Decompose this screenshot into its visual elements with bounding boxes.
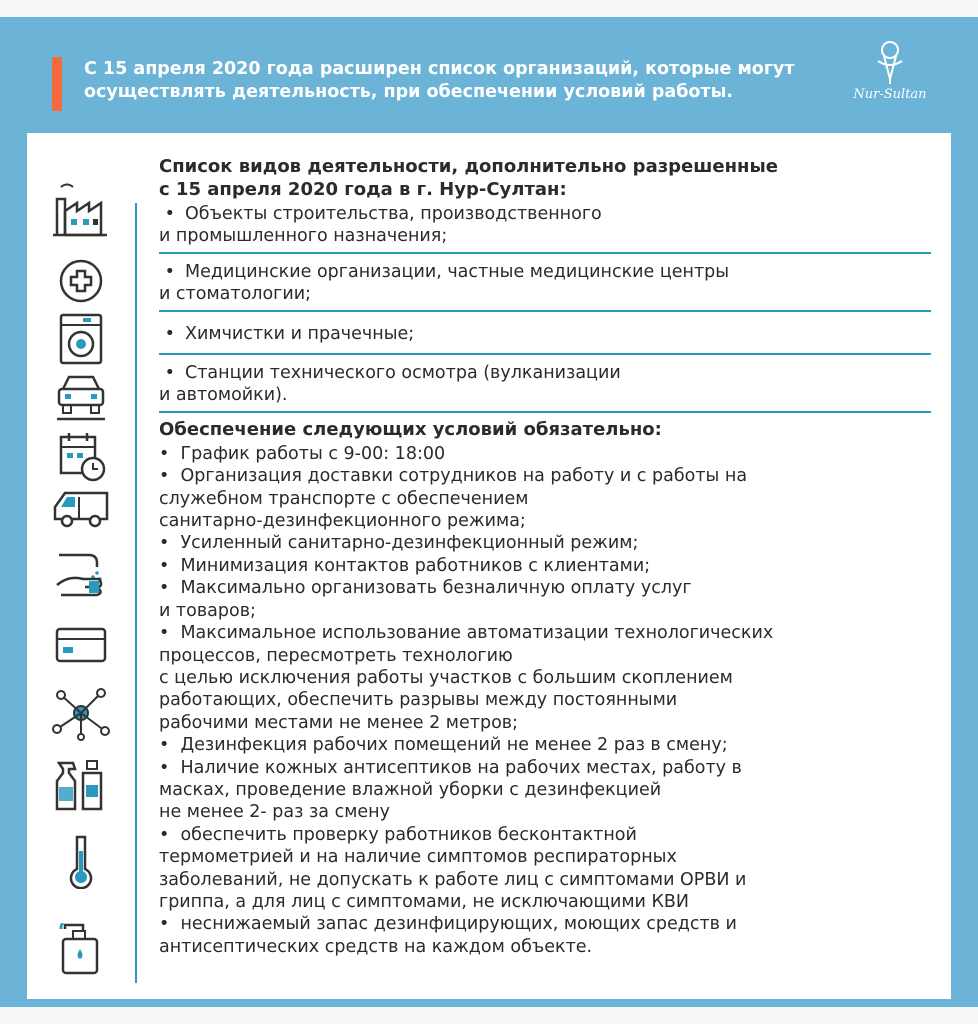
- activity-item: • Химчистки и прачечные;: [159, 323, 415, 344]
- medical-cross-icon: [49, 253, 113, 309]
- activity-item-line-1: Объекты строительства, производственного: [185, 204, 602, 224]
- condition-line: • Минимизация контактов работников с клиентами;: [159, 555, 651, 576]
- activity-item-line-1: Химчистки и прачечные;: [185, 323, 415, 344]
- icon-column: [27, 133, 135, 999]
- condition-line: термометрией и на наличие симптомов респираторных: [159, 847, 677, 868]
- logo-text: Nur-Sultan: [853, 87, 927, 102]
- header: [0, 17, 978, 127]
- condition-line: процессов, пересмотреть технологию: [159, 645, 513, 666]
- content: [159, 155, 939, 958]
- van-icon: [49, 479, 113, 535]
- activity-item-line-2: и автомойки).: [159, 385, 288, 406]
- header-line-2: осуществлять деятельность, при обеспечении условий работы.: [84, 82, 734, 102]
- activities-heading-line-2: с 15 апреля 2020 года в г. Нур-Султан:: [159, 179, 567, 200]
- network-icon: [49, 685, 113, 741]
- thermometer-icon: [49, 833, 113, 889]
- activity-item-line-1: Станции технического осмотра (вулканизации: [185, 363, 621, 384]
- poster: [0, 17, 978, 1007]
- condition-line: • Максимально организовать безналичную оплату услуг: [159, 578, 692, 599]
- accent-bar: [52, 57, 62, 111]
- condition-line: масках, проведение влажной уборки с дезинфекцией: [159, 779, 662, 800]
- condition-line: и товаров;: [159, 600, 256, 621]
- vertical-divider: [135, 203, 137, 983]
- condition-line: санитарно-дезинфекционного режима;: [159, 511, 526, 532]
- condition-line: • неснижаемый запас дезинфицирующих, моющих средств и: [159, 914, 737, 935]
- condition-line: заболеваний, не допускать к работе лиц с симптомами ОРВИ и: [159, 869, 747, 890]
- condition-line: работающих, обеспечить разрывы между постоянными: [159, 690, 678, 711]
- baiterek-icon: [870, 39, 910, 85]
- credit-card-icon: [49, 617, 113, 673]
- soap-dispenser-icon: [49, 919, 113, 975]
- conditions-list: [159, 443, 939, 958]
- activity-item: • Объекты строительства, производственного и промышленного назначения;: [159, 201, 939, 252]
- condition-line: • Усиленный санитарно-дезинфекционный режим;: [159, 533, 639, 554]
- activity-item: • Станции технического осмотра (вулканизации и автомойки).: [159, 360, 939, 411]
- condition-line: • обеспечить проверку работников бесконтактной: [159, 824, 637, 845]
- header-line-1: С 15 апреля 2020 года расширен список организаций, которые могут: [84, 59, 795, 79]
- separator: [159, 252, 931, 254]
- header-text: [84, 58, 824, 104]
- washing-machine-icon: [49, 311, 113, 367]
- condition-line: гриппа, а для лиц с симптомами, не исключающими КВИ: [159, 891, 690, 912]
- activity-item-line-1: Медицинские организации, частные медицинские центры: [185, 261, 730, 282]
- condition-line: • Наличие кожных антисептиков на рабочих местах, работу в: [159, 757, 742, 778]
- condition-line: • Дезинфекция рабочих помещений не менее 2 раз в смену;: [159, 735, 728, 756]
- activity-item-line-2: и промышленного назначения;: [159, 226, 448, 247]
- content-card: [27, 133, 951, 999]
- condition-line: • Организация доставки сотрудников на работу и с работы на: [159, 466, 748, 487]
- condition-line: антисептических средств на каждом объекте.: [159, 936, 593, 957]
- separator: [159, 353, 931, 355]
- activity-item: • Медицинские организации, частные медицинские центры и стоматологии;: [159, 259, 939, 310]
- separator: [159, 310, 931, 312]
- hand-washing-icon: [49, 545, 113, 601]
- condition-line: с целью исключения работы участков с большим скоплением: [159, 667, 733, 688]
- car-service-icon: [49, 369, 113, 425]
- condition-line: рабочими местами не менее 2 метров;: [159, 712, 518, 733]
- separator: [159, 411, 931, 413]
- condition-line: • Максимальное использование автоматизации технологических: [159, 623, 774, 644]
- condition-line: • График работы с 9-00: 18:00: [159, 443, 446, 464]
- condition-line: не менее 2- раз за смену: [159, 802, 390, 823]
- condition-line: служебном транспорте с обеспечением: [159, 488, 529, 509]
- factory-icon: [49, 181, 113, 237]
- calendar-clock-icon: [49, 429, 113, 485]
- activities-heading: [159, 155, 939, 201]
- conditions-heading: Обеспечение следующих условий обязательно:: [159, 418, 662, 440]
- activities-heading-line-1: Список видов деятельности, дополнительно разрешенные: [159, 156, 778, 177]
- activity-item-line-2: и стоматологии;: [159, 284, 312, 305]
- sanitizer-bottles-icon: [49, 755, 113, 811]
- nur-sultan-logo: [846, 39, 934, 117]
